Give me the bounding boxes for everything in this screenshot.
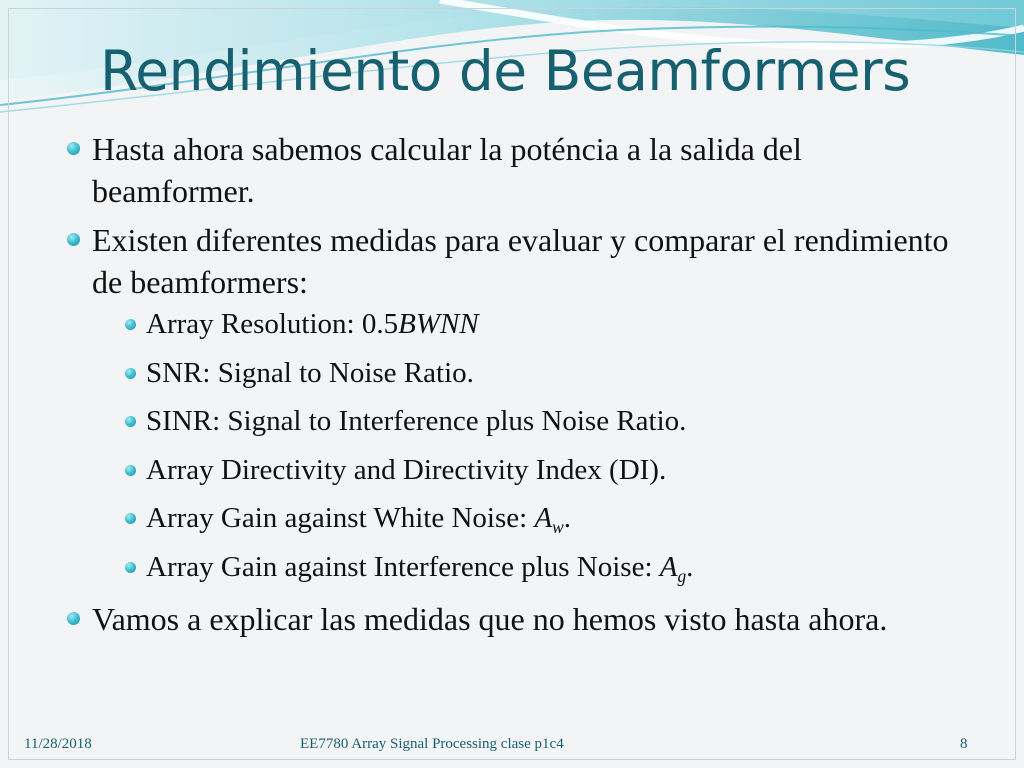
sub-bullet-item xyxy=(92,356,960,390)
bullet-item xyxy=(60,219,960,584)
slide-title: Rendimiento de Beamformers xyxy=(100,39,911,103)
sub-bullet-math: A xyxy=(534,502,553,534)
sub-bullet-subscript: w xyxy=(552,517,564,538)
sub-bullet-math: A xyxy=(659,550,678,583)
footer-course: EE7780 Array Signal Processing clase p1c4 xyxy=(300,736,564,752)
bullet-icon xyxy=(67,142,80,155)
bullet-text: Vamos a explicar las medidas que no hemos visto hasta ahora. xyxy=(92,601,888,637)
bullet-icon xyxy=(125,368,136,379)
sub-bullet-list xyxy=(92,307,960,584)
bullet-icon xyxy=(125,562,136,573)
sub-bullet-text: Array Gain against White Noise: xyxy=(146,502,535,534)
sub-bullet-text: Array Gain against Interference plus Noise: xyxy=(146,550,660,583)
sub-bullet-suffix: . xyxy=(563,502,572,534)
bullet-text: Existen diferentes medidas para evaluar y comparar el rendimiento de beamformers: xyxy=(92,222,949,300)
bullet-icon xyxy=(125,416,136,427)
sub-bullet-item xyxy=(92,453,960,487)
bullet-text: Hasta ahora sabemos calcular la poténcia a la salida del beamformer. xyxy=(92,131,802,209)
bullet-icon xyxy=(67,233,80,246)
sub-bullet-math: BWNN xyxy=(398,308,479,340)
footer-date: 11/28/2018 xyxy=(24,736,92,752)
bullet-icon xyxy=(125,319,136,330)
sub-bullet-subscript: g xyxy=(677,565,687,586)
sub-bullet-text: Array Directivity and Directivity Index (DI). xyxy=(146,453,667,486)
sub-bullet-item xyxy=(92,550,960,584)
bullet-list xyxy=(60,128,960,640)
bullet-item xyxy=(60,598,960,640)
bullet-icon xyxy=(125,513,136,524)
sub-bullet-item xyxy=(92,404,960,438)
sub-bullet-suffix: . xyxy=(686,550,694,583)
sub-bullet-text: SNR: Signal to Noise Ratio. xyxy=(146,356,474,389)
bullet-icon xyxy=(67,612,80,625)
bullet-icon xyxy=(125,465,136,476)
sub-bullet-item xyxy=(92,307,960,341)
sub-bullet-text: Array Resolution: 0.5 xyxy=(146,308,399,340)
sub-bullet-item xyxy=(92,501,960,538)
bullet-item xyxy=(60,128,960,212)
page-number: 8 xyxy=(960,736,968,752)
sub-bullet-text: SINR: Signal to Interference plus Noise Ratio. xyxy=(146,405,687,437)
slide-content xyxy=(60,128,960,647)
